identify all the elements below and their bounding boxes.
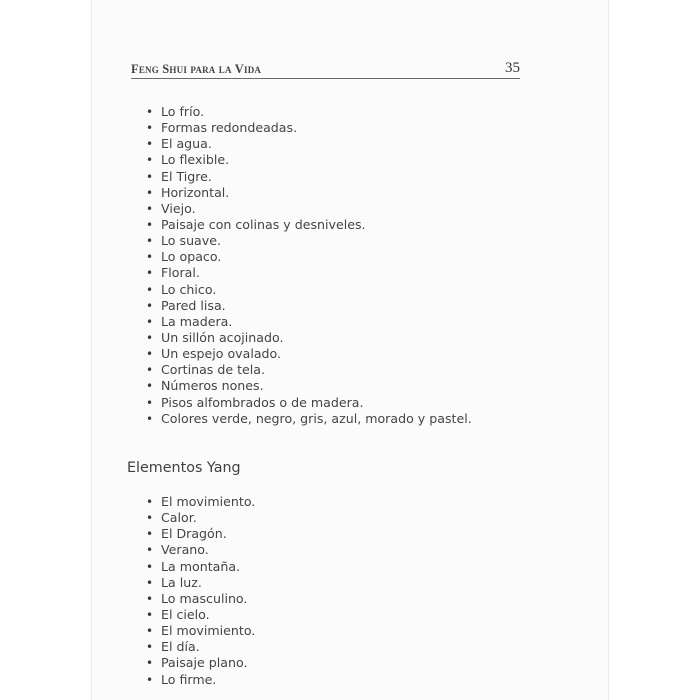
list-item <box>146 510 255 526</box>
list-item <box>146 395 472 411</box>
bullet-icon: • <box>146 672 154 687</box>
bullet-icon: • <box>146 137 154 152</box>
bullet-icon: • <box>146 250 154 265</box>
yin-elements-list <box>146 104 472 427</box>
right-margin <box>609 0 700 700</box>
list-item-text: El movimiento. <box>161 623 256 639</box>
list-item-text: Floral. <box>161 265 200 281</box>
list-item <box>146 169 472 185</box>
list-item-text: Formas redondeadas. <box>161 120 298 136</box>
list-item-text: Lo frío. <box>161 104 205 119</box>
list-item-text: El agua. <box>161 136 212 152</box>
list-item-text: Cortinas de tela. <box>161 362 266 378</box>
list-item-text: El cielo. <box>161 606 210 622</box>
list-item-text: El día. <box>161 639 200 655</box>
list-item <box>146 298 472 314</box>
bullet-icon: • <box>146 640 154 655</box>
list-item <box>146 526 255 542</box>
yang-elements-list <box>146 494 255 688</box>
list-item <box>146 136 472 152</box>
bullet-icon: • <box>146 234 154 249</box>
list-item-text: Verano. <box>161 542 209 558</box>
list-item <box>146 282 472 298</box>
bullet-icon: • <box>146 656 154 671</box>
bullet-icon: • <box>146 495 154 509</box>
list-item-text: La luz. <box>161 574 202 590</box>
list-item-text: Lo firme. <box>161 671 217 687</box>
list-item-text: Lo suave. <box>161 233 221 249</box>
list-item <box>146 411 472 427</box>
list-item <box>146 314 472 330</box>
bullet-icon: • <box>146 607 154 622</box>
list-item <box>146 575 255 591</box>
list-item <box>146 362 472 378</box>
list-item-text: Lo chico. <box>161 281 217 297</box>
bullet-icon: • <box>146 105 154 119</box>
list-item <box>146 330 472 346</box>
list-item <box>146 120 472 136</box>
list-item <box>146 623 255 639</box>
page-number: 35 <box>505 60 520 76</box>
bullet-icon: • <box>146 543 154 558</box>
list-item-text: La montaña. <box>161 558 241 574</box>
bullet-icon: • <box>146 169 154 184</box>
list-item-text: Pared lisa. <box>161 297 226 313</box>
bullet-icon: • <box>146 395 154 410</box>
list-item-text: Colores verde, negro, gris, azul, morado y pastel. <box>161 410 472 426</box>
bullet-icon: • <box>146 217 154 232</box>
list-item-text: Paisaje plano. <box>161 655 248 671</box>
bullet-icon: • <box>146 153 154 168</box>
list-item <box>146 104 472 120</box>
list-item-text: Horizontal. <box>161 184 230 200</box>
bullet-icon: • <box>146 347 154 362</box>
list-item-text: El movimiento. <box>161 494 256 509</box>
list-item-text: Lo flexible. <box>161 152 230 168</box>
list-item-text: Paisaje con colinas y desniveles. <box>161 216 366 232</box>
list-item-text: Calor. <box>161 510 197 526</box>
running-header-title: Feng Shui para la Vida <box>131 62 262 76</box>
list-item <box>146 249 472 265</box>
bullet-icon: • <box>146 527 154 542</box>
list-item-text: La madera. <box>161 313 233 329</box>
list-item <box>146 607 255 623</box>
left-margin <box>0 0 91 700</box>
list-item <box>146 185 472 201</box>
list-item <box>146 201 472 217</box>
list-item <box>146 233 472 249</box>
bullet-icon: • <box>146 575 154 590</box>
list-item <box>146 265 472 281</box>
list-item-text: Lo masculino. <box>161 590 248 606</box>
bullet-icon: • <box>146 298 154 313</box>
section-heading-yang: Elementos Yang <box>127 460 241 476</box>
bullet-icon: • <box>146 201 154 216</box>
list-item-text: Lo opaco. <box>161 249 222 265</box>
list-item-text: Un sillón acojinado. <box>161 329 284 345</box>
running-header <box>131 60 520 79</box>
list-item-text: Pisos alfombrados o de madera. <box>161 394 364 410</box>
bullet-icon: • <box>146 379 154 394</box>
list-item-text: Un espejo ovalado. <box>161 346 282 362</box>
bullet-icon: • <box>146 624 154 639</box>
bullet-icon: • <box>146 185 154 200</box>
list-item-text: El Dragón. <box>161 526 227 542</box>
list-item <box>146 152 472 168</box>
bullet-icon: • <box>146 511 154 526</box>
list-item <box>146 346 472 362</box>
bullet-icon: • <box>146 363 154 378</box>
list-item <box>146 217 472 233</box>
list-item <box>146 542 255 558</box>
bullet-icon: • <box>146 591 154 606</box>
bullet-icon: • <box>146 282 154 297</box>
bullet-icon: • <box>146 330 154 345</box>
bullet-icon: • <box>146 314 154 329</box>
bullet-icon: • <box>146 266 154 281</box>
list-item <box>146 378 472 394</box>
list-item-text: Viejo. <box>161 200 196 216</box>
list-item-text: El Tigre. <box>161 168 212 184</box>
list-item <box>146 639 255 655</box>
list-item <box>146 591 255 607</box>
list-item <box>146 672 255 688</box>
bullet-icon: • <box>146 411 154 426</box>
list-item <box>146 655 255 671</box>
bullet-icon: • <box>146 121 154 136</box>
list-item <box>146 559 255 575</box>
bullet-icon: • <box>146 559 154 574</box>
list-item-text: Números nones. <box>161 378 264 394</box>
list-item <box>146 494 255 510</box>
